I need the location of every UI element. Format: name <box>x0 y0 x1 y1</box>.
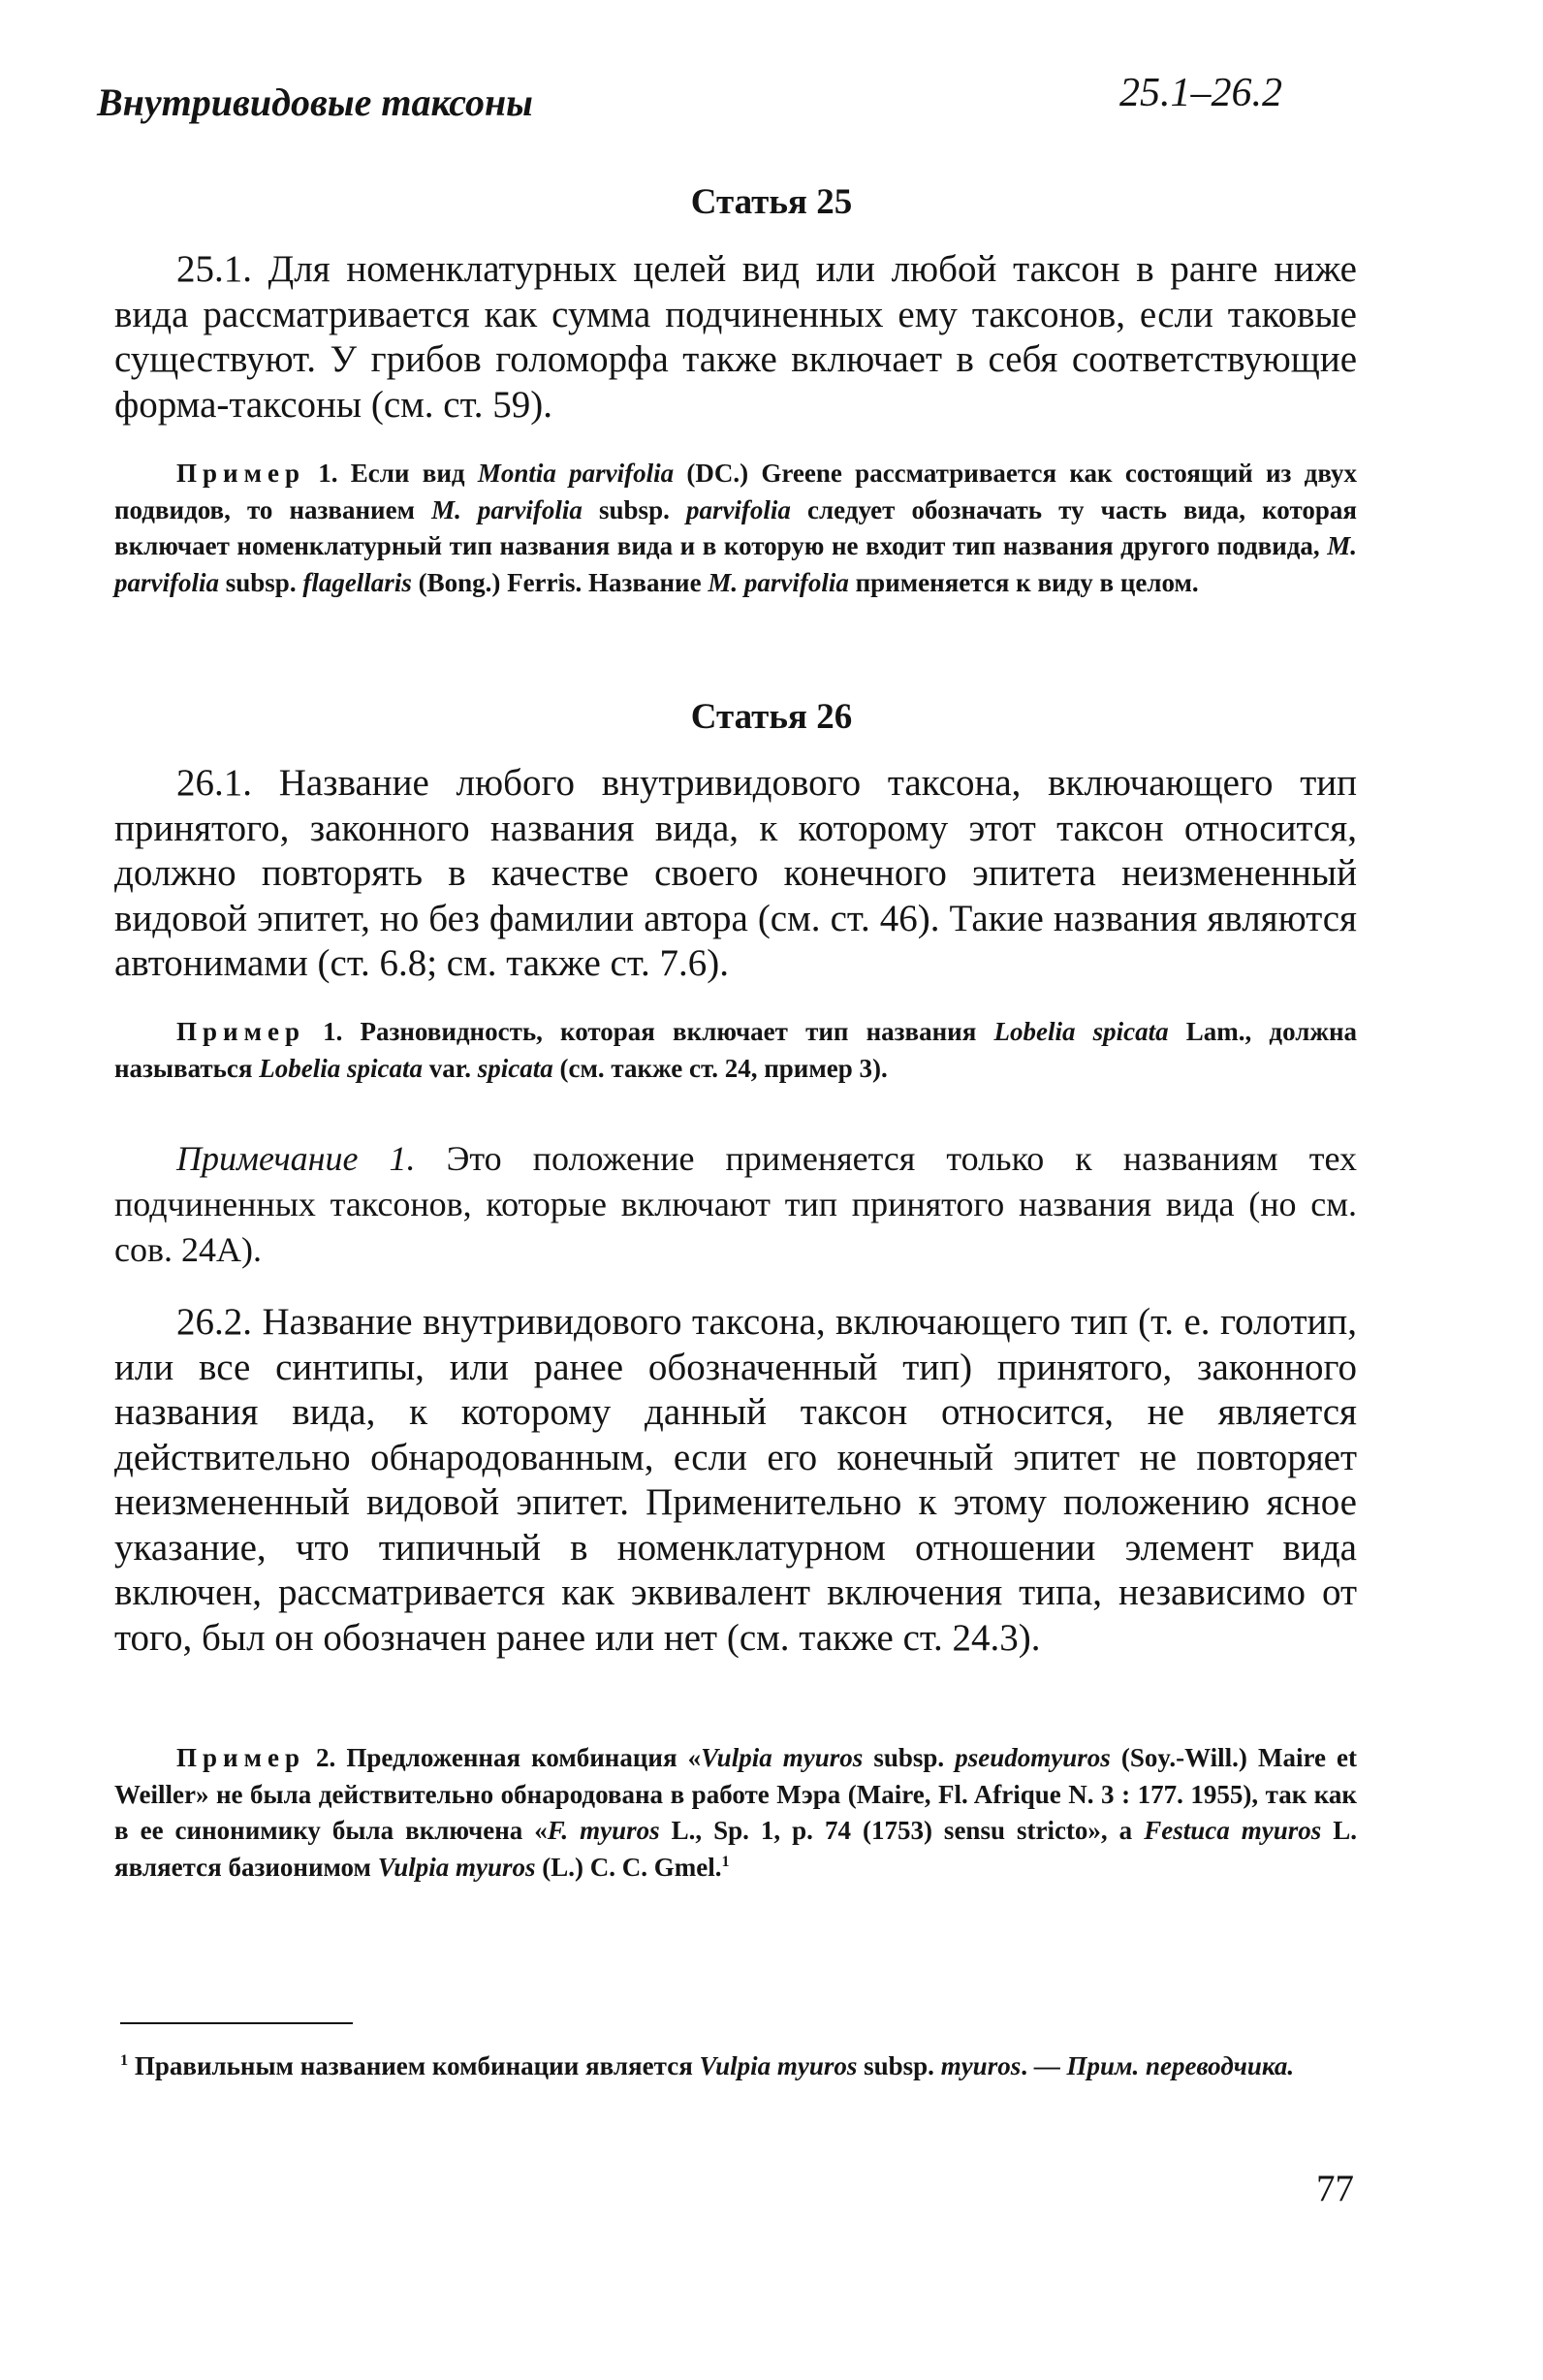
running-header-sections: 25.1–26.2 <box>1119 71 1282 115</box>
example-label: Пример <box>176 1017 305 1046</box>
article-25-example-1: Пример 1. Если вид Montia parvifolia (DC.) Greene рассматривается как состоящий из двух подвидов, то названием M. parvifolia subsp. parvifolia следует обозначать ту часть вида, которая включает номенклатурный тип названия вида и в которую не входит тип названия другого подвида, M. parvifolia subsp. flagellaris (Bong.) Ferris. Название M. parvifolia применяется к виду в целом. <box>114 459 1358 597</box>
footnote-reference: 1 <box>721 1852 730 1870</box>
page-number: 77 <box>1316 2168 1354 2209</box>
footnote-divider <box>120 2022 353 2024</box>
article-26-title: Статья 26 <box>690 697 853 737</box>
article-25-1-text: 25.1. Для номенклатурных целей вид или любой таксон в ранге ниже вида рассматривается как сумма подчиненных ему таксонов, если таковые существуют. У грибов голоморфа также включает в себя соответствующие форма-таксоны (см. ст. 59). <box>114 248 1357 426</box>
footnote-number: 1 <box>120 2051 129 2069</box>
footnote: $^1$ Правильным названием комбинации является Vulpia myuros subsp. myuros. — Прим. переводчика. <box>120 2051 1295 2080</box>
running-header-title: Внутривидовые таксоны <box>97 80 533 124</box>
note-label: Примечание 1. <box>176 1139 416 1178</box>
article-26-2-text: 26.2. Название внутривидового таксона, включающего тип (т. е. голотип, или все синтипы, или ранее обозначенный тип) принятого, законного названия вида, к которому данный таксон относится, не является действительно обнародованным, если его конечный эпитет не повторяет неизмененный видовой эпитет. Применительно к этому положению ясное указание, что типичный в номенклатурном отношении элемент вида включен, рассматривается как эквивалент включения типа, независимо от того, был он обозначен ранее или нет (см. также ст. 24.3). <box>114 1301 1357 1659</box>
article-26-example-1: Пример 1. Разновидность, которая включает тип названия Lobelia spicata Lam., должна называться Lobelia spicata var. spicata (см. также ст. 24, пример 3). <box>114 1017 1357 1083</box>
example-label: Пример <box>176 459 305 488</box>
article-25-title: Статья 25 <box>690 182 853 222</box>
example-label: Пример <box>176 1743 305 1772</box>
article-26-note-1: Примечание 1. Это положение применяется только к названиям тех подчиненных таксонов, которые включают тип принятого названия вида (но см. сов. 24А). <box>114 1139 1357 1269</box>
article-26-example-2: Пример 2. Предложенная комбинация «Vulpia myuros subsp. pseudomyuros (Soy.-Will.) Maire et Weiller» не была действительно обнародована в работе Мэра (Maire, Fl. Afrique N. 3 : 177. 1955), так как в ее синонимику была включена «F. myuros L., Sp. 1, p. 74 (1753) sensu stricto», а Festuca myuros L. является базионимом Vulpia myuros (L.) C. C. Gmel.$^1$ <box>114 1743 1357 1882</box>
article-26-1-text: 26.1. Название любого внутривидового таксона, включающего тип принятого, законного названия вида, к которому этот таксон относится, должно повторять в качестве своего конечного эпитета неизмененный видовой эпитет, но без фамилии автора (см. ст. 46). Такие названия являются автонимами (ст. 6.8; см. также ст. 7.6). <box>114 762 1357 984</box>
